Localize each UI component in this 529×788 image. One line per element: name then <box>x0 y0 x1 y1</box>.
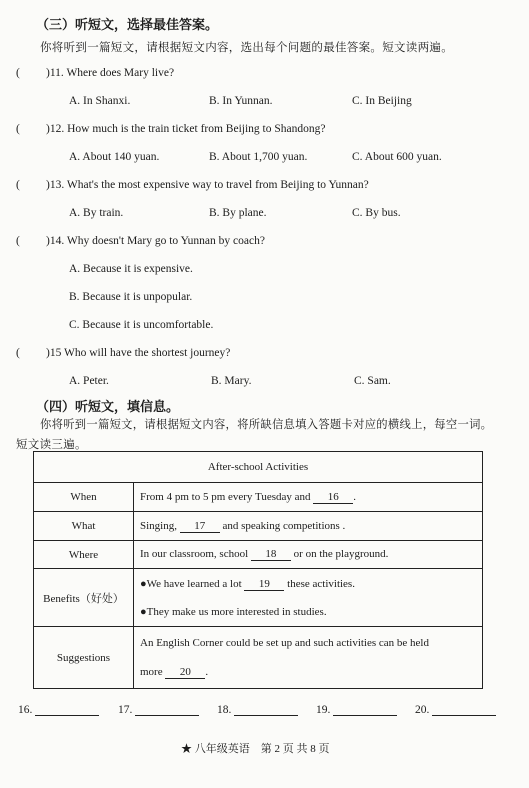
answer-18-label: 18. <box>217 704 232 716</box>
answer-20-label: 20. <box>415 704 430 716</box>
q12-option-a: A. About 140 yuan. <box>69 151 160 163</box>
q11-option-c: C. In Beijing <box>352 95 412 107</box>
benefits-cell <box>134 569 483 627</box>
when-post: . <box>353 490 356 503</box>
q12-option-c: C. About 600 yuan. <box>352 151 442 163</box>
q12-option-b: B. About 1,700 yuan. <box>209 151 308 163</box>
suggestion-line-2 <box>140 658 476 687</box>
q14-option-c: C. Because it is uncomfortable. <box>69 319 214 331</box>
q14-paren: ( <box>16 235 20 247</box>
answer-19[interactable] <box>316 703 397 716</box>
where-cell <box>134 541 483 569</box>
q15-option-c: C. Sam. <box>354 375 391 387</box>
answer-19-label: 19. <box>316 704 331 716</box>
what-label: What <box>34 512 134 541</box>
when-cell <box>134 483 483 512</box>
answer-19-line[interactable] <box>333 703 397 716</box>
when-text: From 4 pm to 5 pm every Tuesday and <box>140 490 311 503</box>
q11-text: )11. Where does Mary live? <box>46 67 175 79</box>
section4-instruction-line2: 短文读三遍。 <box>16 439 87 451</box>
activities-table <box>33 451 483 689</box>
section4-title: （四）听短文，填信息。 <box>36 399 180 414</box>
answer-20-line[interactable] <box>432 703 496 716</box>
q15-paren: ( <box>16 347 20 359</box>
benefit-1-post: these activities. <box>287 577 355 590</box>
q13-option-b: B. By plane. <box>209 207 267 219</box>
answer-17-line[interactable] <box>135 703 199 716</box>
q15-text: )15 Who will have the shortest journey? <box>46 347 231 359</box>
blank-16: 16 <box>313 491 353 504</box>
answer-20[interactable] <box>415 703 496 716</box>
q15-option-b: B. Mary. <box>211 375 252 387</box>
page-footer: ★ 八年级英语 第 2 页 共 8 页 <box>181 743 330 755</box>
answer-18[interactable] <box>217 703 298 716</box>
q13-option-c: C. By bus. <box>352 207 401 219</box>
blank-19: 19 <box>244 578 284 591</box>
when-label: When <box>34 483 134 512</box>
answer-17-label: 17. <box>118 704 133 716</box>
answer-16-line[interactable] <box>35 703 99 716</box>
q13-text: )13. What's the most expensive way to travel from Beijing to Yunnan? <box>46 179 369 191</box>
section3-title: （三）听短文，选择最佳答案。 <box>36 17 219 32</box>
section4-instruction-line1: 你将听到一篇短文，请根据短文内容，将所缺信息填入答题卡对应的横线上，每空一词。 <box>40 419 493 431</box>
suggestions-label: Suggestions <box>34 627 134 689</box>
what-post: and speaking competitions . <box>222 519 346 532</box>
suggestion-line-1: An English Corner could be set up and such activities can be held <box>140 636 429 649</box>
benefits-label: Benefits（好处） <box>34 569 134 627</box>
q14-text: )14. Why doesn't Mary go to Yunnan by coach? <box>46 235 265 247</box>
section3-instruction: 你将听到一篇短文，请根据短文内容，选出每个问题的最佳答案。短文读两遍。 <box>40 42 453 54</box>
where-text: In our classroom, school <box>140 548 249 560</box>
where-post: or on the playground. <box>293 548 389 560</box>
benefit-1 <box>140 570 476 598</box>
benefit-2: ●They make us more interested in studies. <box>140 605 327 618</box>
suggestions-cell <box>134 627 483 689</box>
q11-paren: ( <box>16 67 20 79</box>
table-title: After-school Activities <box>34 452 483 483</box>
blank-17: 17 <box>180 520 220 533</box>
answer-18-line[interactable] <box>234 703 298 716</box>
q13-paren: ( <box>16 179 20 191</box>
suggestion-post: . <box>205 665 209 678</box>
what-cell <box>134 512 483 541</box>
answer-16-label: 16. <box>18 704 33 716</box>
q15-option-a: A. Peter. <box>69 375 109 387</box>
q13-option-a: A. By train. <box>69 207 124 219</box>
blank-18: 18 <box>251 548 291 561</box>
blank-20: 20 <box>165 666 205 679</box>
what-text: Singing, <box>140 519 177 532</box>
where-label: Where <box>34 541 134 569</box>
q14-option-b: B. Because it is unpopular. <box>69 291 193 303</box>
q12-text: )12. How much is the train ticket from Beijing to Shandong? <box>46 123 326 135</box>
q11-option-b: B. In Yunnan. <box>209 95 273 107</box>
answer-17[interactable] <box>118 703 199 716</box>
q11-option-a: A. In Shanxi. <box>69 95 131 107</box>
q12-paren: ( <box>16 123 20 135</box>
answer-16[interactable] <box>18 703 99 716</box>
suggestion-pre: more <box>140 665 163 678</box>
q14-option-a: A. Because it is expensive. <box>69 263 193 275</box>
benefit-1-text: ●We have learned a lot <box>140 577 242 590</box>
